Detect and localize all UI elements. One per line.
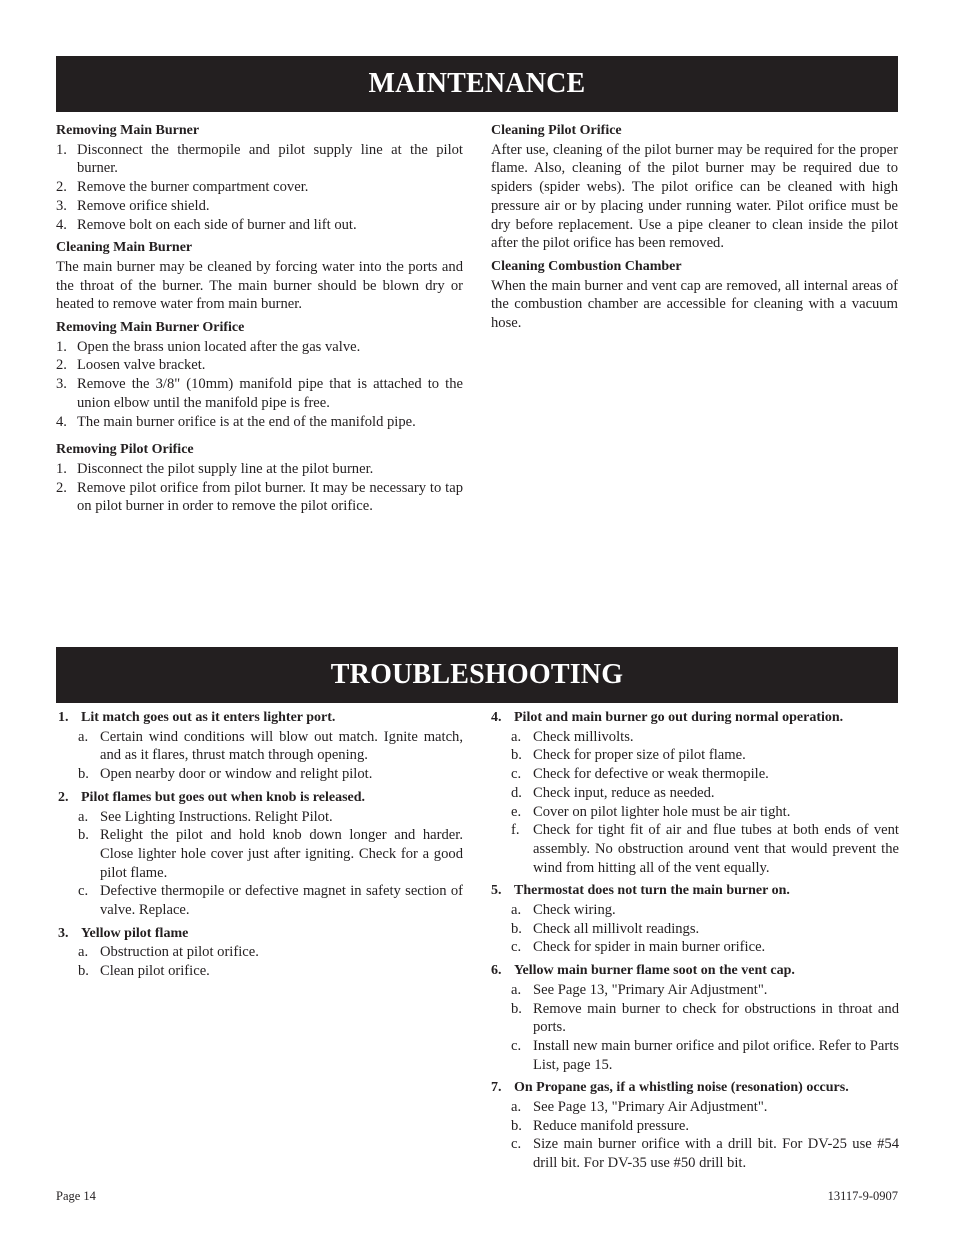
section-heading-removing-main-burner-orifice: Removing Main Burner Orifice	[56, 320, 245, 336]
trouble-subitem: a. Obstruction at pilot orifice.	[78, 944, 259, 961]
section-heading-cleaning-pilot-orifice: Cleaning Pilot Orifice	[491, 123, 622, 138]
list-item: 2. Remove the burner compartment cover.	[56, 179, 309, 196]
trouble-subitem: a. Certain wind conditions will blow out match. Ignite match, and as it flares, thrust match through opening.	[78, 728, 463, 764]
trouble-subitem: b. Clean pilot orifice.	[78, 963, 210, 980]
trouble-subitem: c. Defective thermopile or defective magnet in safety section of valve. Replace.	[78, 883, 463, 919]
document-number: 13117-9-0907	[827, 1189, 898, 1203]
trouble-subitem: c. Check for spider in main burner orifice.	[511, 939, 766, 956]
troubleshooting-right-column	[489, 709, 899, 1173]
trouble-item-3: 3. Yellow pilot flame	[58, 925, 189, 941]
trouble-subitem: c. Size main burner orifice with a drill bit. For DV-25 use #54 drill bit. For DV-35 use #50 drill bit.	[511, 1136, 899, 1172]
trouble-subitem: b. Check all millivolt readings.	[511, 920, 700, 937]
trouble-subitem: d. Check input, reduce as needed.	[511, 784, 715, 801]
trouble-subitem: b. Open nearby door or window and relight pilot.	[78, 766, 373, 783]
trouble-subitem: a. Check millivolts.	[511, 728, 634, 745]
cleaning-main-burner-text: The main burner may be cleaned by forcing water into the ports and the throat of the burner. The main burner should be blown dry or heated to remove water from main burner.	[56, 258, 463, 313]
removing-pilot-orifice-list	[56, 460, 463, 516]
troubleshooting-banner: TROUBLESHOOTING	[56, 647, 898, 703]
removing-main-burner-list	[56, 141, 463, 235]
trouble-subitem: b. Remove main burner to check for obstructions in throat and ports.	[511, 1000, 899, 1036]
maintenance-right-column	[491, 122, 898, 333]
trouble-subitem: a. Check wiring.	[511, 902, 616, 919]
list-item: 4. Remove bolt on each side of burner and lift out.	[56, 216, 357, 233]
trouble-item-5: 5. Thermostat does not turn the main burner on.	[491, 883, 790, 899]
trouble-subitem: c. Check for defective or weak thermopile.	[511, 766, 769, 783]
section-heading-removing-main-burner: Removing Main Burner	[56, 123, 200, 138]
list-item: 2. Loosen valve bracket.	[56, 357, 206, 374]
page-number: Page 14	[56, 1189, 96, 1203]
trouble-subitem: b. Reduce manifold pressure.	[511, 1117, 690, 1134]
trouble-item-6: 6. Yellow main burner flame soot on the vent cap.	[491, 963, 795, 979]
section-heading-cleaning-main-burner: Cleaning Main Burner	[56, 240, 193, 256]
list-item: 4. The main burner orifice is at the end of the manifold pipe.	[56, 413, 416, 430]
list-item: 2. Remove pilot orifice from pilot burner. It may be necessary to tap on pilot burner in order to remove the pilot orifice.	[56, 479, 463, 515]
trouble-subitem: f. Check for tight fit of air and flue tubes at both ends of vent assembly. No obstruction around vent that would prevent the wind from hitting all of the vent equally.	[511, 822, 899, 876]
list-item: 1. Disconnect the pilot supply line at the pilot burner.	[56, 460, 374, 477]
section-heading-removing-pilot-orifice: Removing Pilot Orifice	[56, 442, 194, 458]
list-item: 1. Open the brass union located after the gas valve.	[56, 338, 361, 355]
trouble-item-2: 2. Pilot flames but goes out when knob is released.	[58, 789, 366, 805]
trouble-subitem: c. Install new main burner orifice and pilot orifice. Refer to Parts List, page 15.	[511, 1037, 899, 1073]
section-heading-cleaning-combustion-chamber: Cleaning Combustion Chamber	[491, 258, 682, 274]
trouble-subitem: a. See Lighting Instructions. Relight Pilot.	[78, 808, 333, 825]
trouble-item-4: 4. Pilot and main burner go out during normal operation.	[491, 710, 844, 725]
trouble-item-7: 7. On Propane gas, if a whistling noise (resonation) occurs.	[491, 1080, 849, 1096]
trouble-subitem: e. Cover on pilot lighter hole must be air tight.	[511, 803, 791, 820]
trouble-subitem: b. Relight the pilot and hold knob down longer and harder. Close lighter hole cover just after igniting. Check for a good pilot flame.	[78, 827, 463, 881]
maintenance-banner: MAINTENANCE	[56, 56, 898, 112]
trouble-item-1: 1. Lit match goes out as it enters lighter port.	[58, 710, 336, 725]
trouble-subitem: b. Check for proper size of pilot flame.	[511, 747, 746, 764]
list-item: 1. Disconnect the thermopile and pilot supply line at the pilot burner.	[56, 141, 463, 177]
list-item: 3. Remove the 3/8" (10mm) manifold pipe that is attached to the union elbow until the manifold pipe is free.	[56, 376, 463, 411]
cleaning-combustion-chamber-text: When the main burner and vent cap are removed, all internal areas of the combustion chamber are accessible for cleaning with a vacuum hose.	[491, 277, 898, 332]
trouble-subitem: a. See Page 13, "Primary Air Adjustment".	[511, 981, 768, 998]
cleaning-pilot-orifice-text: After use, cleaning of the pilot burner may be required for the proper flame. Also, cleaning of the pilot burner may be required due to spiders (spider webs). The pilot orifice can be cleaned with high pressure air or by placing under running water. Pilot orifice must be dry before replacement. Use a pipe cleaner to clean inside the pilot after the pilot orifice has been removed.	[491, 141, 898, 252]
maintenance-left-column	[56, 122, 463, 516]
list-item: 3. Remove orifice shield.	[56, 197, 210, 214]
trouble-subitem: a. See Page 13, "Primary Air Adjustment".	[511, 1099, 768, 1116]
troubleshooting-left-column	[56, 709, 463, 981]
removing-main-burner-orifice-list	[56, 338, 463, 432]
